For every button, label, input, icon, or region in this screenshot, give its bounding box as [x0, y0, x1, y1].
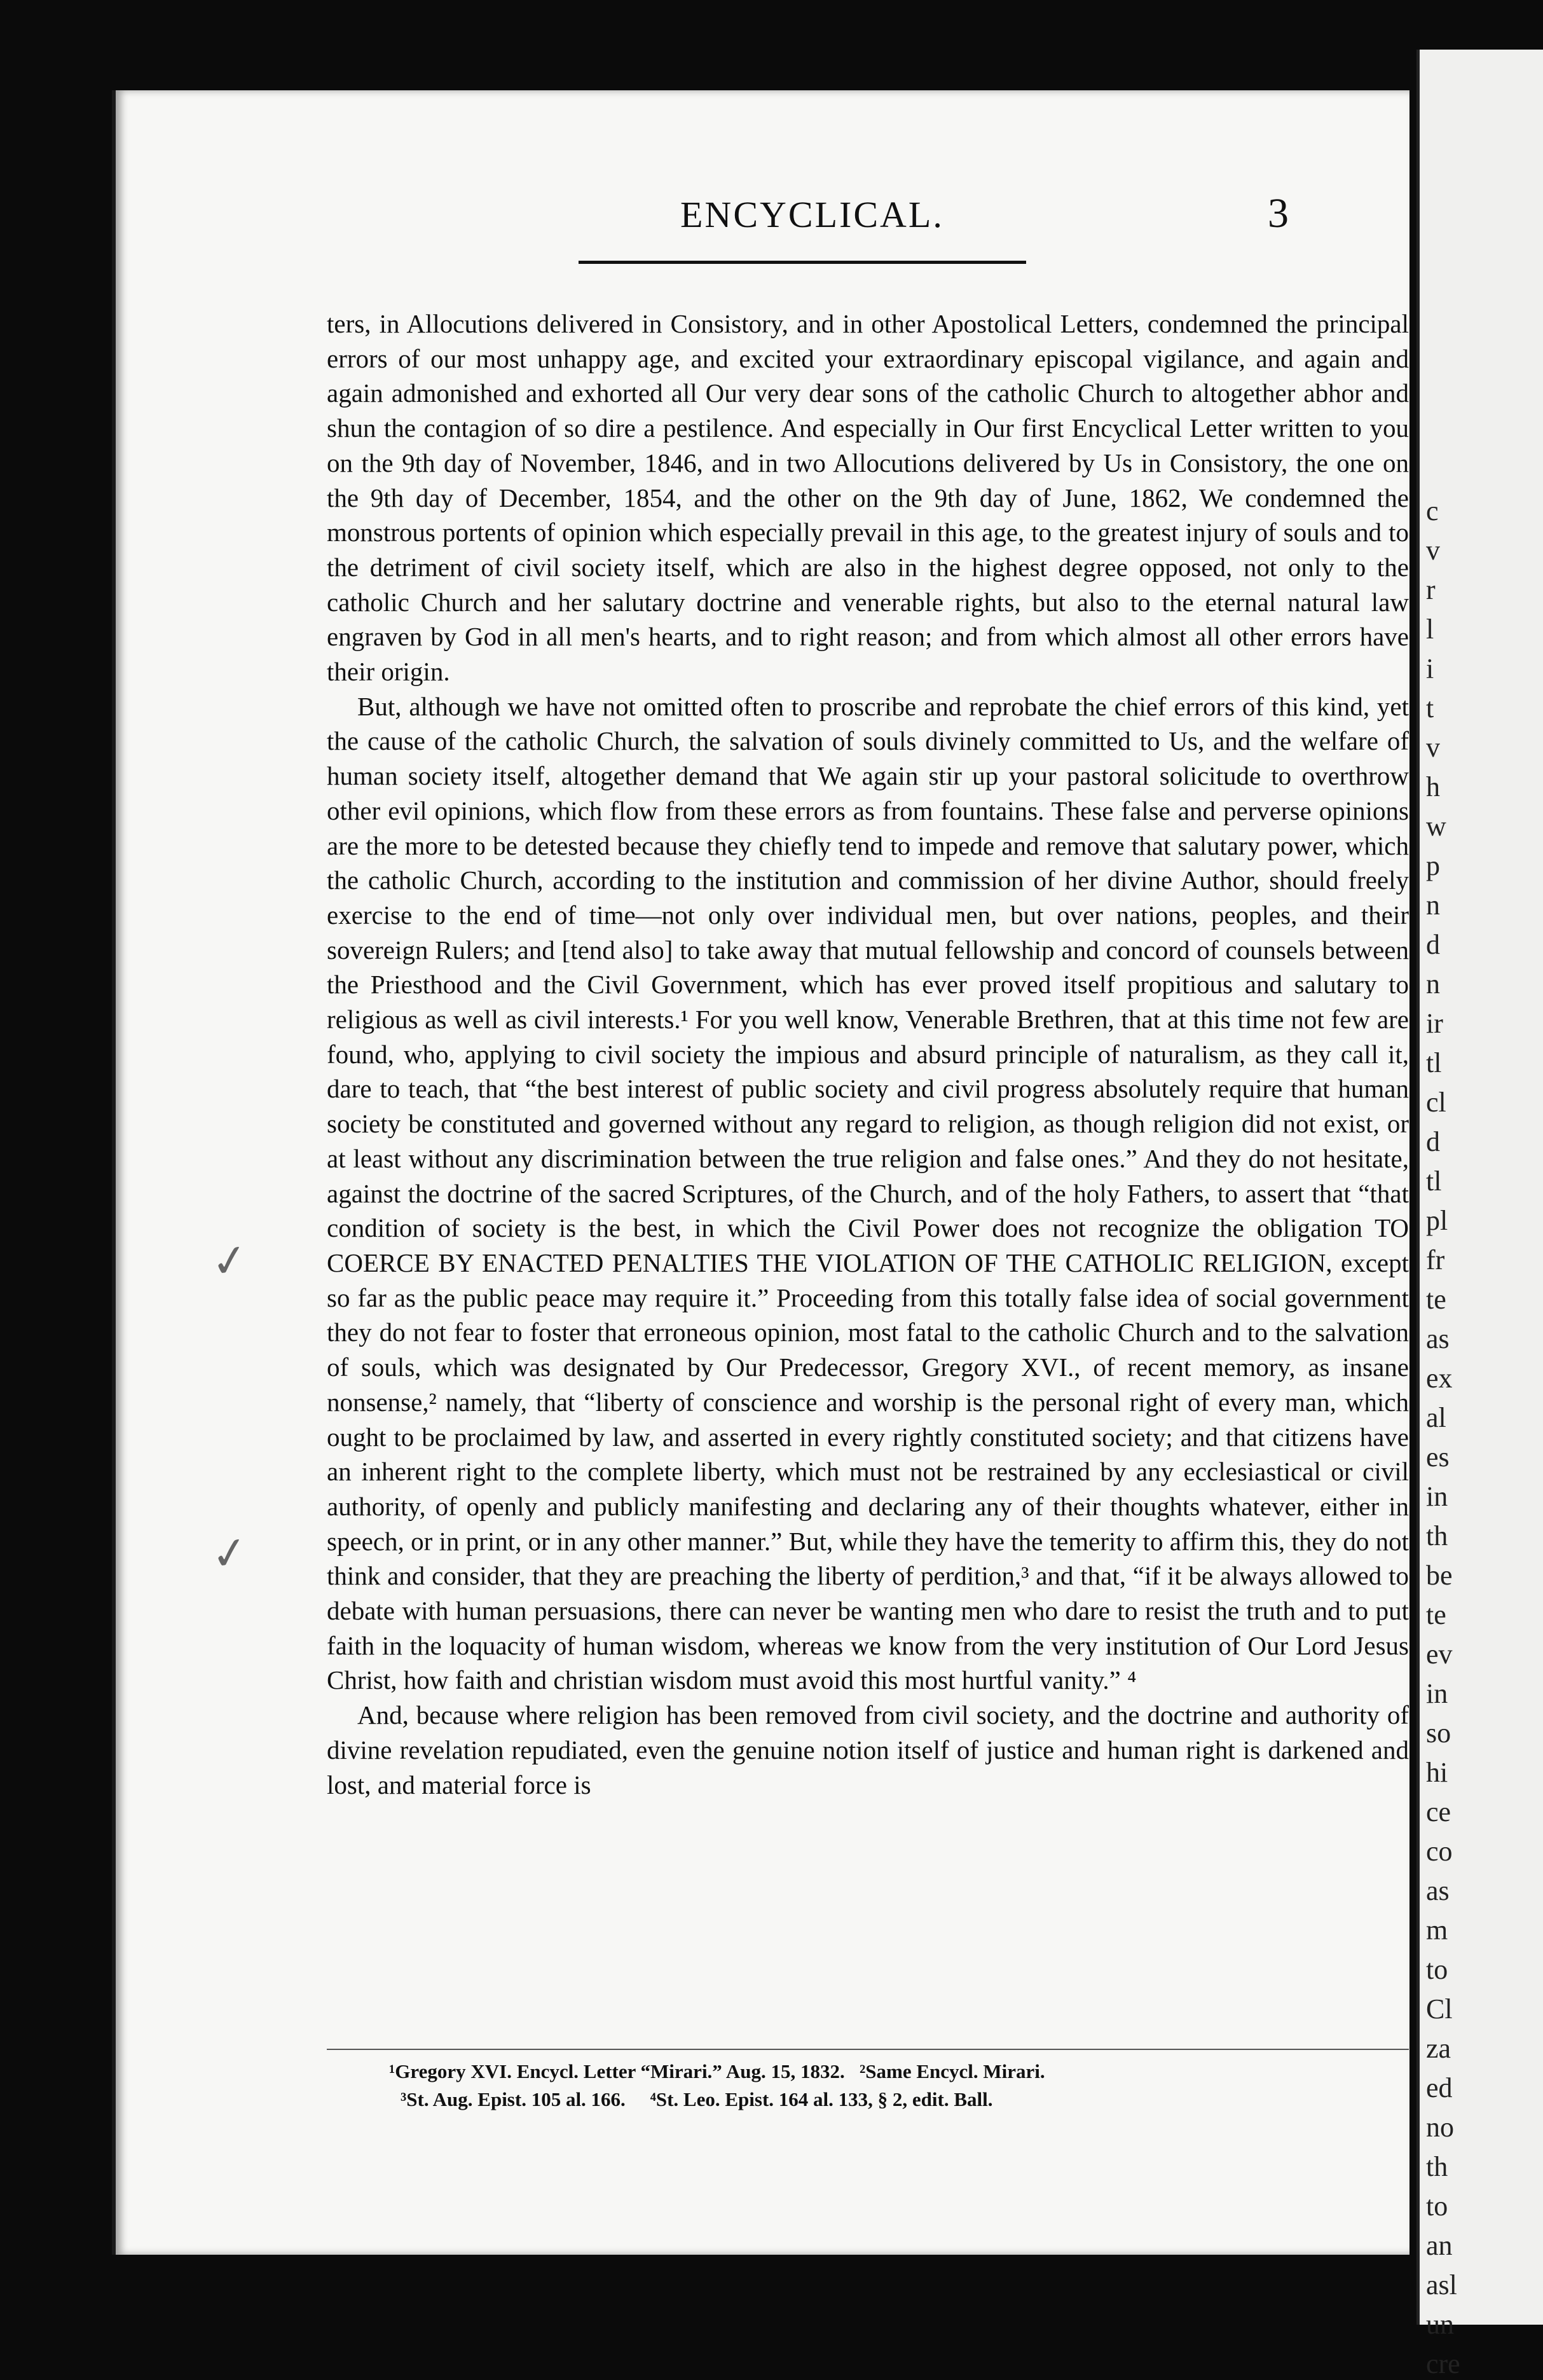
footnote-rule	[327, 2049, 1409, 2050]
facing-page-fragment: d	[1426, 929, 1440, 960]
facing-page-fragment: th	[1426, 2151, 1448, 2182]
facing-page-fragment: es	[1426, 1441, 1450, 1473]
footnotes	[389, 2058, 1406, 2114]
facing-page-fragment: v	[1426, 535, 1440, 566]
facing-page-fragment: so	[1426, 1717, 1451, 1749]
facing-page-fragment: t	[1426, 692, 1434, 724]
facing-page-fragment: al	[1426, 1402, 1446, 1433]
facing-page-fragment: cre	[1426, 2348, 1460, 2379]
facing-page-fragment: h	[1426, 771, 1440, 802]
facing-page-fragment: th	[1426, 1520, 1448, 1551]
facing-page-fragment: in	[1426, 1678, 1448, 1709]
facing-page-fragment: ir	[1426, 1008, 1443, 1039]
facing-page-fragment: n	[1426, 890, 1440, 921]
margin-check-mark: ✓	[207, 1525, 252, 1582]
facing-page-fragment: as	[1426, 1323, 1450, 1354]
facing-page-fragment: te	[1426, 1599, 1446, 1630]
facing-page-fragment: be	[1426, 1560, 1453, 1591]
footnote-1: ¹Gregory XVI. Encycl. Letter “Mirari.” Aug. 15, 1832.	[389, 2060, 845, 2082]
facing-page-fragment: to	[1426, 1954, 1448, 1985]
facing-page-fragment: c	[1426, 495, 1439, 526]
facing-page-fragment: te	[1426, 1284, 1446, 1315]
facing-page-fragment: as	[1426, 1875, 1450, 1906]
facing-page-fragment: to	[1426, 2191, 1448, 2222]
facing-page-fragment: p	[1426, 850, 1440, 881]
facing-page-fragment: pl	[1426, 1205, 1448, 1236]
facing-page-fragment: un	[1426, 2309, 1454, 2340]
facing-page-fragment: ed	[1426, 2072, 1453, 2103]
facing-page-edge	[1416, 50, 1543, 2379]
facing-page-fragment: i	[1426, 653, 1434, 684]
page-number: 3	[1268, 190, 1289, 237]
facing-page-fragment: w	[1426, 811, 1446, 842]
paragraph-1: ters, in Allocutions delivered in Consistory, and in other Apostolical Letters, condemned the principal errors of our most unhappy age, and excited your extraordinary episcopal vigilance, and again and again admonished and exhorted all Our very dear sons of the catholic Church to altogether abhor and shun the contagion of so dire a pestilence. And especially in Our first Encyclical Letter written to you on the 9th day of November, 1846, and in two Allocutions delivered by Us in Consistory, the one on the 9th day of December, 1854, and the other on the 9th day of June, 1862, We condemned the monstrous portents of opinion which especially prevail in this age, to the greatest injury of souls and to the detriment of civil society itself, which are also in the highest degree opposed, not only to the catholic Church and her salutary doctrine and venerable rights, but also to the eternal natural law engraven by God in all men's hearts, and to right reason; and from which almost all other errors have their origin.	[327, 309, 1409, 687]
facing-page-fragment: ce	[1426, 1796, 1451, 1827]
header-rule	[579, 261, 1026, 264]
facing-page-fragment: asl	[1426, 2269, 1457, 2301]
facing-page-fragment: Cl	[1426, 1993, 1453, 2025]
body-text	[327, 306, 1409, 1802]
facing-page-fragment: tl	[1426, 1047, 1442, 1078]
facing-page-fragment: co	[1426, 1836, 1453, 1867]
page-header	[116, 186, 1409, 237]
document-page	[112, 90, 1409, 2255]
running-head: ENCYCLICAL.	[680, 194, 944, 235]
facing-page-fragment: l	[1426, 614, 1434, 645]
facing-page-fragment: n	[1426, 968, 1440, 1000]
facing-page-fragment: in	[1426, 1481, 1448, 1512]
facing-page-fragment: d	[1426, 1126, 1440, 1157]
paragraph-2: But, although we have not omitted often to proscribe and reprobate the chief errors of this kind, yet the cause of the catholic Church, the salvation of souls divinely committed to Us, and the welfare of human society itself, altogether demand that We again stir up your pastoral solicitude to overthrow other evil opinions, which flow from these errors as from fountains. These false and perverse opinions are the more to be detested because they chiefly tend to impede and remove that salutary power, which the catholic Church, according to the institution and commission of her divine Author, should freely exercise to the end of time—not only over individual men, but over nations, peoples, and their sovereign Rulers; and [tend also] to take away that mutual fellowship and concord of counsels between the Priesthood and the Civil Government, which has ever proved itself propitious and salutary to religious as well as civil interests.¹ For you well know, Venerable Brethren, that at this time not few are found, who, applying to civil society the impious and absurd principle of naturalism, as they call it, dare to teach, that “the best interest of public society and civil progress absolutely require that human society be constituted and governed without any regard to religion, as though religion did not exist, or at least without any discrimination between the true religion and false ones.” And they do not hesitate, against the doctrine of the sacred Scriptures, of the Church, and of the holy Fathers, to assert that “that condition of society is the best, in which the Civil Power does not recognize the obligation TO COERCE BY ENACTED PENALTIES THE VIOLATION OF THE CATHOLIC RELIGION, except so far as the public peace may require it.” Proceeding from this totally false idea of social government they do not fear to foster that erroneous opinion, most fatal to the catholic Church and to the salvation of souls, which was designated by Our Predecessor, Gregory XVI., of recent memory, as insane nonsense,² namely, that “liberty of conscience and worship is the personal right of every man, which ought to be proclaimed by law, and asserted in every rightly constituted society; and that citizens have an inherent right to the complete liberty, which must not be restrained by any ecclesiastical or civil authority, of openly and publicly manifesting and declaring any of their thoughts whatever, either in speech, or in print, or in any other manner.” But, while they have the temerity to affirm this, they do not think and consider, that they are preaching the liberty of perdition,³ and that, “if it be always allowed to debate with human persuasions, there can never be wanting men who dare to resist the truth and to put faith in the loquacity of human wisdom, whereas we know from the very institution of Our Lord Jesus Christ, how faith and christian wisdom must avoid this most hurtful vanity.” ⁴	[327, 691, 1409, 1695]
facing-page-fragment: za	[1426, 2033, 1451, 2064]
facing-page-fragment: tl	[1426, 1166, 1442, 1197]
facing-page-fragment: cl	[1426, 1087, 1446, 1118]
facing-page-fragment: v	[1426, 732, 1440, 763]
facing-page-fragment: an	[1426, 2230, 1453, 2261]
facing-page-fragment: hi	[1426, 1757, 1448, 1788]
paragraph-3: And, because where religion has been removed from civil society, and the doctrine and authority of divine revelation repudiated, even the genuine notion itself of justice and human right is darkened and lost, and material force is	[327, 1700, 1409, 1799]
facing-page-fragment: m	[1426, 1915, 1448, 1946]
facing-page-fragment: ex	[1426, 1363, 1453, 1394]
facing-page-fragment: no	[1426, 2112, 1454, 2143]
footnote-line-2	[389, 2086, 1406, 2114]
margin-check-mark: ✓	[207, 1232, 252, 1290]
footnote-3: ³St. Aug. Epist. 105 al. 166.	[401, 2088, 626, 2110]
facing-page-fragment: ev	[1426, 1639, 1453, 1670]
footnote-line-1	[389, 2058, 1406, 2086]
facing-page-fragment: fr	[1426, 1244, 1445, 1276]
footnote-2: ²Same Encycl. Mirari.	[859, 2060, 1045, 2082]
facing-page-fragment: r	[1426, 574, 1436, 605]
footnote-4: ⁴St. Leo. Epist. 164 al. 133, § 2, edit. Ball.	[650, 2088, 993, 2110]
